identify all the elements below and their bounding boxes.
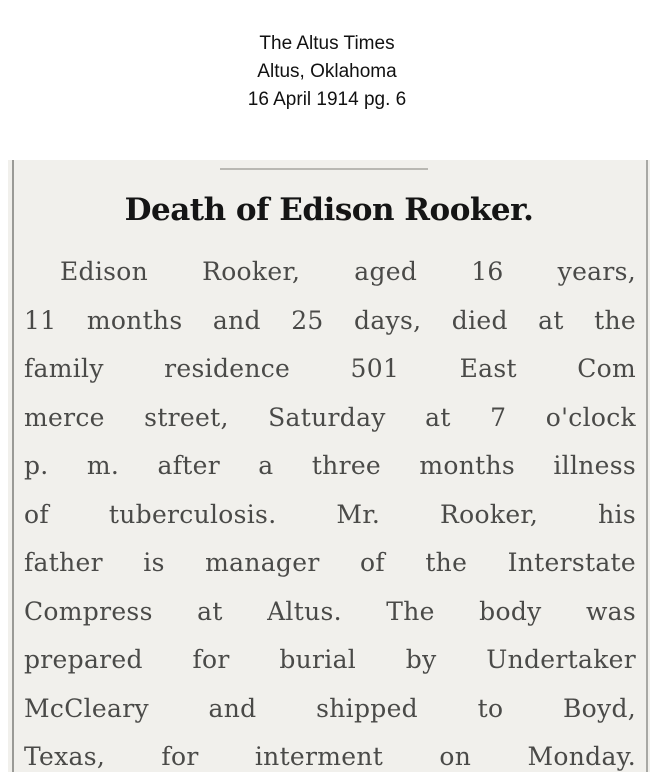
publication-place: Altus, Oklahoma (257, 61, 397, 82)
article-line: p. m. after a three months illness (24, 451, 636, 480)
article-headline: Death of Edison Rooker. (124, 192, 534, 228)
article-body (24, 248, 636, 772)
column-rule-right (646, 160, 648, 772)
section-divider (220, 168, 428, 170)
article-line: Texas, for interment on Monday. (24, 742, 636, 771)
article-line: merce street, Saturday at 7 o'clock (24, 402, 636, 432)
article-line: Edison Rooker, aged 16 years, (60, 257, 636, 286)
column-rule-left (12, 160, 14, 772)
article-line: family residence 501 East Com (24, 354, 636, 383)
article-line: of tuberculosis. Mr. Rooker, his (24, 499, 636, 529)
publication-name: The Altus Times (259, 33, 395, 54)
newspaper-clipping (8, 160, 650, 772)
article-line: McCleary and shipped to Boyd, (24, 693, 636, 723)
article-line: father is manager of the Interstate (24, 548, 636, 577)
article-line: Compress at Altus. The body was (24, 596, 636, 626)
article-line: 11 months and 25 days, died at the (24, 305, 636, 335)
image-caption (0, 30, 654, 114)
publication-date-page: 16 April 1914 pg. 6 (247, 89, 407, 110)
article-line: prepared for burial by Undertaker (24, 645, 636, 674)
